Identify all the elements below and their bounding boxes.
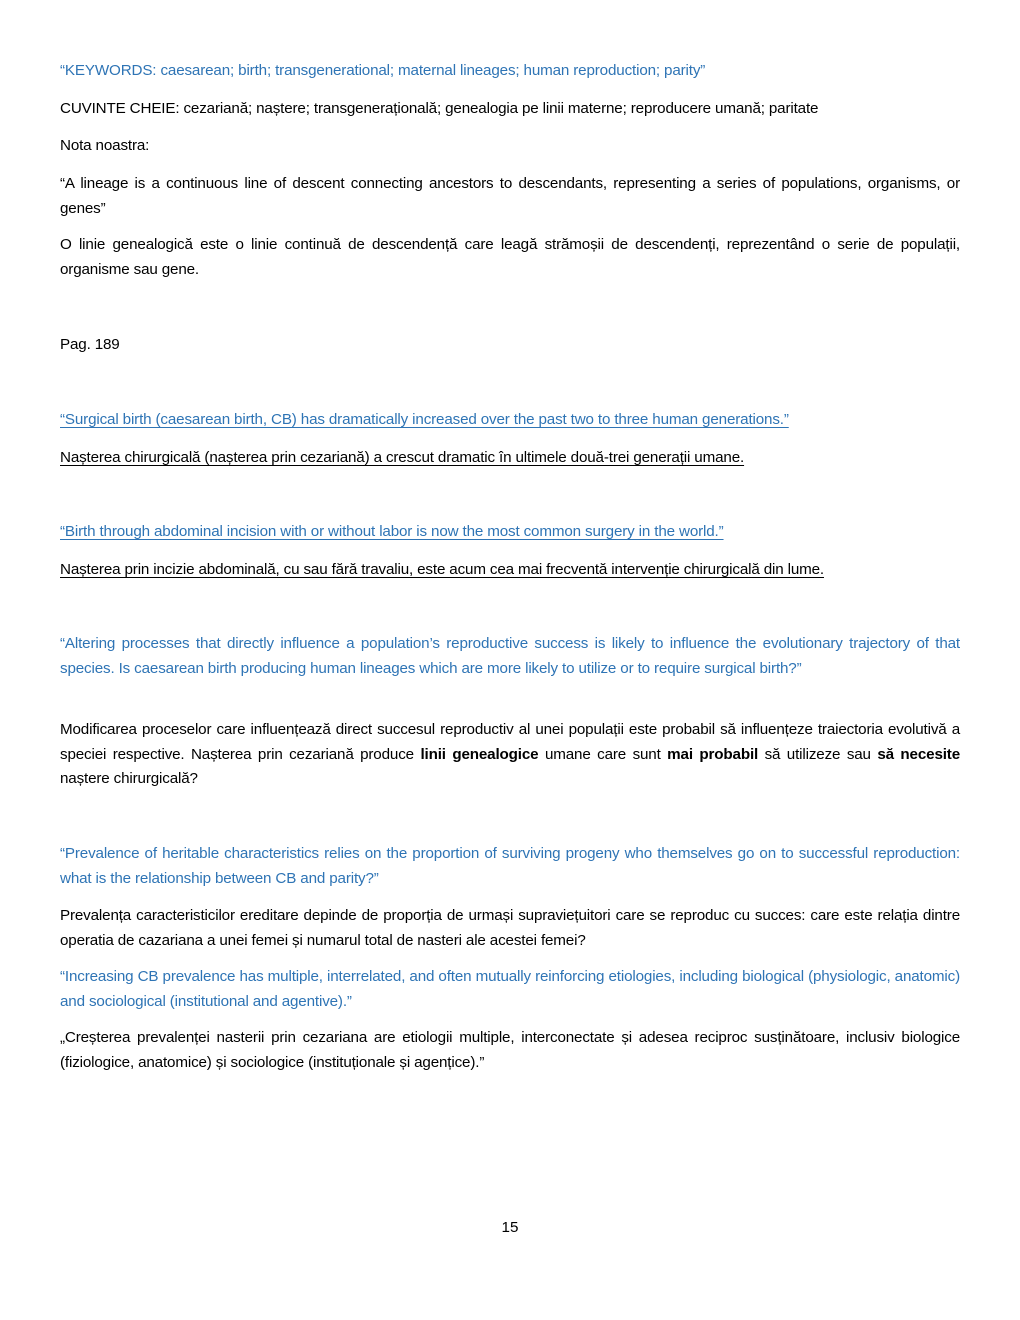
surgical-birth-quote-romanian bbox=[60, 446, 960, 471]
surgical-birth-quote-english-text: “Surgical birth (caesarean birth, CB) has dramatically increased over the past two to three human generations.” bbox=[60, 411, 789, 428]
altering-ro-bold-lineages: linii genealogice bbox=[420, 745, 539, 763]
incision-quote-english bbox=[60, 520, 960, 545]
altering-processes-quote-english: “Altering processes that directly influence a population’s reproductive success is likely to influence the evolutionary trajectory of that species. Is caesarean birth producing human lineages which are more likely to utilize or to require surgical birth?” bbox=[60, 635, 960, 677]
altering-ro-part4: naștere chirurgicală? bbox=[60, 770, 198, 787]
prevalence-quote-english: “Prevalence of heritable characteristics relies on the proportion of surviving progeny who themselves go on to successful reproduction: what is the relationship between CB and parity?” bbox=[60, 845, 960, 887]
altering-ro-part1: Modificarea proceselor care influențează direct succesul reproductiv al unei populații este probabil să influențeze traiectoria evolutivă a speciei respective. Nașterea prin cezariană produce bbox=[60, 721, 960, 763]
incision-quote-romanian-text: Nașterea prin incizie abdominală, cu sau fără travaliu, este acum cea mai frecventă intervenție chirurgicală din lume. bbox=[60, 561, 824, 578]
surgical-birth-quote-romanian-text: Nașterea chirurgicală (nașterea prin cezariană) a crescut dramatic în ultimele două-trei generații umane. bbox=[60, 449, 745, 466]
altering-ro-bold-more-likely: mai probabil bbox=[667, 745, 759, 763]
altering-ro-part3: să utilizeze sau bbox=[758, 745, 878, 763]
lineage-definition-romanian: O linie genealogică este o linie continuă de descendență care leagă strămoșii de descendenți, reprezentând o serie de populații, organisme sau gene. bbox=[60, 236, 960, 278]
lineage-definition-english: “A lineage is a continuous line of descent connecting ancestors to descendants, representing a series of populations, organisms, or genes” bbox=[60, 175, 960, 217]
page-reference: Pag. 189 bbox=[60, 336, 120, 353]
incision-quote-english-text: “Birth through abdominal incision with or without labor is now the most common surgery in the world.” bbox=[60, 523, 724, 540]
increasing-prevalence-quote-romanian: „Creșterea prevalenței nasterii prin cezariana are etiologii multiple, interconectate și adesea reciproc susținătoare, inclusiv biologice (fiziologice, anatomice) și sociologice (instituționale și agențice).” bbox=[60, 1029, 960, 1071]
increasing-prevalence-quote-english: “Increasing CB prevalence has multiple, interrelated, and often mutually reinforcing etiologies, including biological (physiologic, anatomic) and sociological (institutional and agentive).” bbox=[60, 968, 960, 1010]
incision-quote-romanian bbox=[60, 558, 960, 583]
note-heading: Nota noastra: bbox=[60, 137, 150, 154]
altering-processes-quote-romanian bbox=[60, 718, 960, 792]
keywords-romanian: CUVINTE CHEIE: cezariană; naștere; transgenerațională; genealogia pe linii materne; reproducere umană; paritate bbox=[60, 100, 819, 117]
surgical-birth-quote-english bbox=[60, 408, 960, 433]
prevalence-quote-romanian: Prevalența caracteristicilor ereditare depinde de proporția de urmași supraviețuitori care se reproduc cu succes: care este relația dintre operatia de cazariana a unei femei și numarul total de nasteri ale acestei femei? bbox=[60, 907, 960, 949]
altering-ro-bold-require: să necesite bbox=[877, 745, 961, 763]
keywords-english: “KEYWORDS: caesarean; birth; transgenerational; maternal lineages; human reproduction; parity” bbox=[60, 62, 706, 79]
altering-ro-part2: umane care sunt bbox=[538, 745, 668, 763]
page-number: 15 bbox=[501, 1219, 519, 1236]
